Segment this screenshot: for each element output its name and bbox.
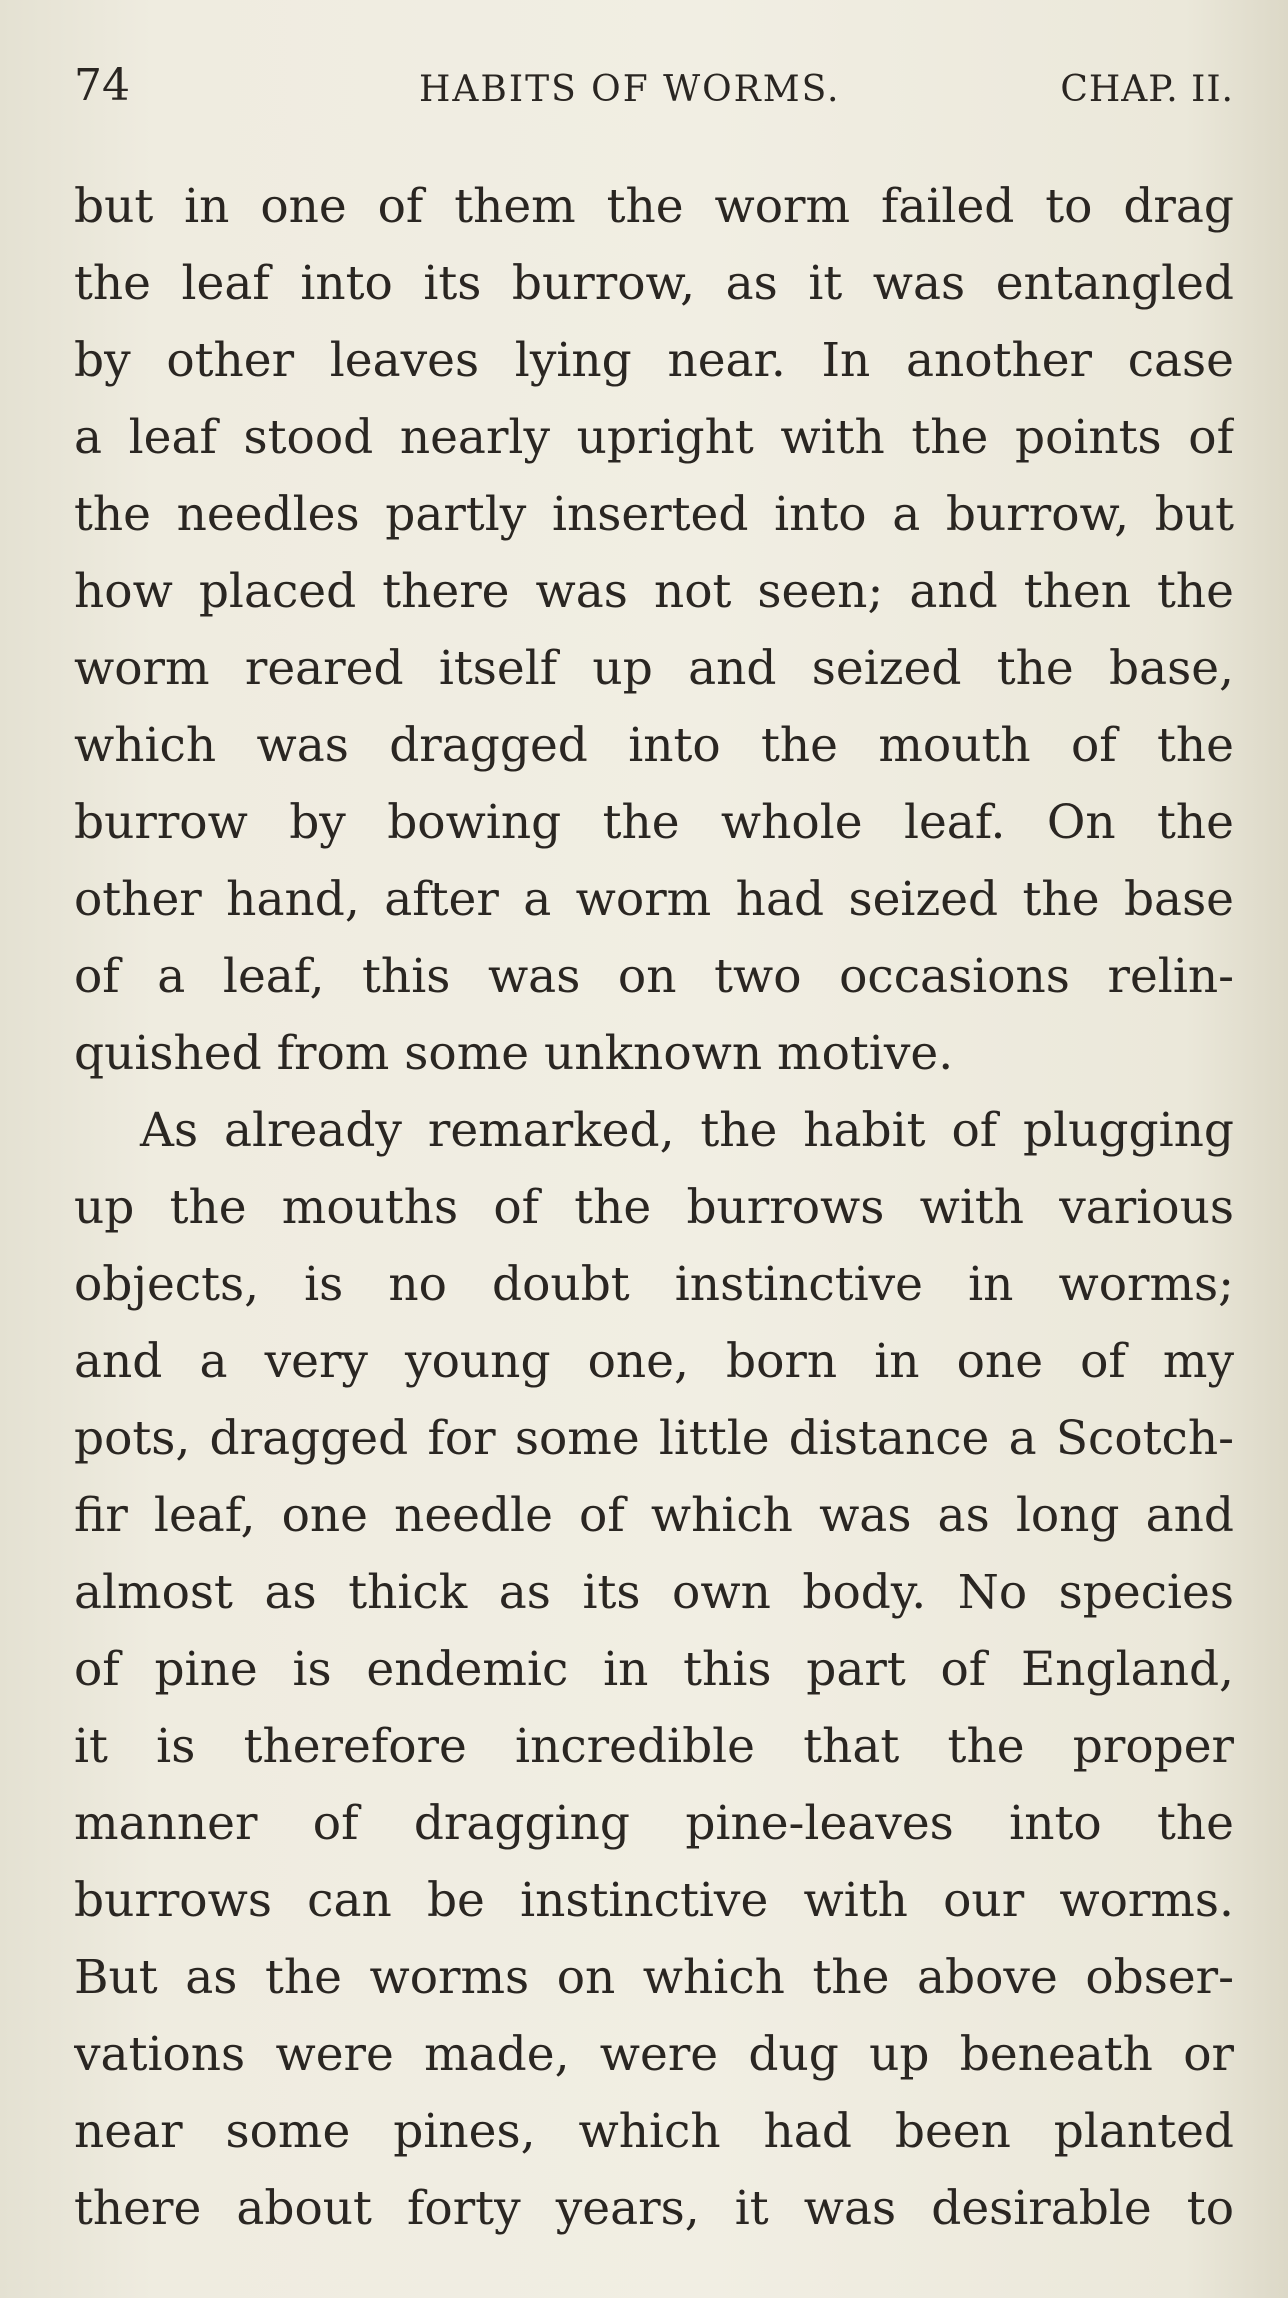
text-line: fir leaf, one needle of which was as long and [74,1488,1234,1543]
text-line: it is therefore incredible that the proper [74,1719,1234,1774]
text-line: but in one of them the worm failed to drag [74,179,1234,234]
paragraph-end-line: quished from some unknown motive. [74,1026,954,1081]
text-line: by other leaves lying near. In another case [74,333,1234,388]
text-line: the leaf into its burrow, as it was entangled [74,256,1234,311]
paragraph-start-line: As already remarked, the habit of plugging [140,1103,1234,1158]
text-line: burrows can be instinctive with our worms. [74,1873,1234,1928]
text-line: other hand, after a worm had seized the base [74,872,1234,927]
text-line: of a leaf, this was on two occasions relin- [74,949,1234,1004]
text-line: worm reared itself up and seized the base, [74,641,1234,696]
text-line: vations were made, were dug up beneath or [74,2027,1234,2082]
body-text [74,168,1234,2247]
text-line: which was dragged into the mouth of the [74,718,1234,773]
text-line: and a very young one, born in one of my [74,1334,1234,1389]
text-line: almost as thick as its own body. No species [74,1565,1234,1620]
page-header [74,56,1234,116]
text-line: burrow by bowing the whole leaf. On the [74,795,1234,850]
text-line: manner of dragging pine-leaves into the [74,1796,1234,1851]
page-number: 74 [74,60,130,111]
text-line: pots, dragged for some little distance a Scotch- [74,1411,1234,1466]
text-line: how placed there was not seen; and then the [74,564,1234,619]
text-line: up the mouths of the burrows with various [74,1180,1234,1235]
chapter-label: CHAP. II. [1060,69,1234,110]
text-line: objects, is no doubt instinctive in worms; [74,1257,1234,1312]
text-line: a leaf stood nearly upright with the points of [74,410,1234,465]
running-title: HABITS OF WORMS. [419,69,841,110]
text-line: the needles partly inserted into a burrow, but [74,487,1234,542]
text-line: of pine is endemic in this part of England, [74,1642,1234,1697]
text-line: But as the worms on which the above obser- [74,1950,1234,2005]
text-line: near some pines, which had been planted [74,2104,1234,2159]
text-line: there about forty years, it was desirable to [74,2181,1234,2236]
